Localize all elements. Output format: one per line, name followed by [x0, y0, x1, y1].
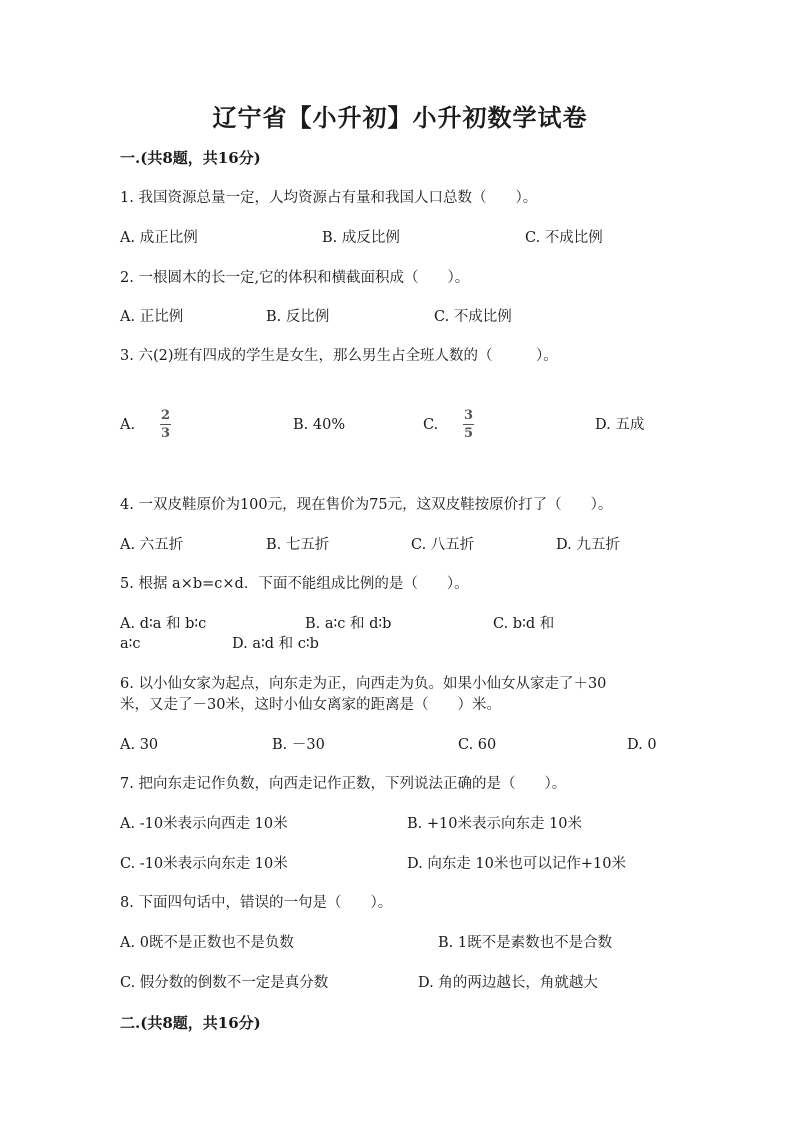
- question-6-stem: 6. 以小仙女家为起点，向东走为正，向西走为负。如果小仙女从家走了＋30: [120, 676, 607, 692]
- question-1-option-b: B. 成反比例: [322, 230, 400, 246]
- question-6-stem-line2: 米，又走了－30米，这时小仙女离家的距离是（ ）米。: [120, 697, 501, 713]
- question-5-option-c-continued: a∶c: [120, 636, 141, 652]
- question-4-option-d: D. 九五折: [556, 537, 620, 553]
- question-2-option-c: C. 不成比例: [434, 309, 512, 325]
- question-7-option-d: D. 向东走 10米也可以记作+10米: [407, 856, 626, 872]
- question-2-option-a: A. 正比例: [120, 309, 184, 325]
- question-3-stem: 3. 六(2)班有四成的学生是女生，那么男生占全班人数的（ ）。: [120, 348, 558, 364]
- question-4-stem: 4. 一双皮鞋原价为100元，现在售价为75元，这双皮鞋按原价打了（ ）。: [120, 497, 613, 513]
- fraction-denominator: 3: [160, 426, 171, 441]
- question-4-option-a: A. 六五折: [120, 537, 184, 553]
- question-7-option-b: B. +10米表示向东走 10米: [407, 816, 583, 832]
- question-3-option-b: B. 40%: [293, 417, 346, 433]
- fraction-three-fifths: [463, 408, 474, 441]
- question-8-stem: 8. 下面四句话中，错误的一句是（ ）。: [120, 895, 393, 911]
- question-5-stem: 5. 根据 a×b=c×d．下面不能组成比例的是（ ）。: [120, 576, 469, 592]
- question-5-option-a: A. d∶a 和 b∶c: [120, 616, 207, 632]
- fraction-denominator: 5: [463, 426, 474, 441]
- question-3-option-d: D. 五成: [595, 417, 645, 433]
- question-3-option-a: A.: [120, 417, 136, 433]
- question-1-stem: 1. 我国资源总量一定，人均资源占有量和我国人口总数（ ）。: [120, 190, 538, 206]
- exam-title: 辽宁省【小升初】小升初数学试卷: [212, 103, 588, 132]
- section-2-heading: 二.(共8题，共16分): [120, 1014, 261, 1032]
- question-5-option-b: B. a∶c 和 d∶b: [305, 616, 392, 632]
- question-3-option-c: C.: [423, 417, 439, 433]
- fraction-two-thirds: [160, 408, 171, 441]
- question-7-option-c: C. -10米表示向东走 10米: [120, 856, 288, 872]
- fraction-numerator: 3: [463, 408, 474, 423]
- question-8-option-c: C. 假分数的倒数不一定是真分数: [120, 975, 329, 991]
- question-1-option-c: C. 不成比例: [525, 230, 603, 246]
- question-2-option-b: B. 反比例: [266, 309, 330, 325]
- question-8-option-a: A. 0既不是正数也不是负数: [120, 935, 294, 951]
- question-8-option-d: D. 角的两边越长，角就越大: [418, 975, 598, 991]
- question-4-option-c: C. 八五折: [411, 537, 475, 553]
- question-5-option-c: C. b∶d 和: [493, 616, 555, 632]
- question-6-option-a: A. 30: [120, 737, 159, 753]
- question-7-stem: 7. 把向东走记作负数，向西走记作正数，下列说法正确的是（ ）。: [120, 776, 567, 792]
- question-5-option-d: D. a∶d 和 c∶b: [232, 636, 319, 652]
- question-4-option-b: B. 七五折: [266, 537, 330, 553]
- fraction-bar: [160, 424, 171, 425]
- question-6-option-c: C. 60: [458, 737, 497, 753]
- question-6-option-b: B. －30: [272, 737, 325, 753]
- question-8-option-b: B. 1既不是素数也不是合数: [438, 935, 613, 951]
- question-2-stem: 2. 一根圆木的长一定,它的体积和横截面积成（ ）。: [120, 270, 470, 286]
- question-1-option-a: A. 成正比例: [120, 230, 198, 246]
- question-7-option-a: A. -10米表示向西走 10米: [120, 816, 288, 832]
- question-6-option-d: D. 0: [627, 737, 657, 753]
- section-1-heading: 一.(共8题，共16分): [120, 149, 261, 167]
- fraction-numerator: 2: [160, 408, 171, 423]
- fraction-bar: [463, 424, 474, 425]
